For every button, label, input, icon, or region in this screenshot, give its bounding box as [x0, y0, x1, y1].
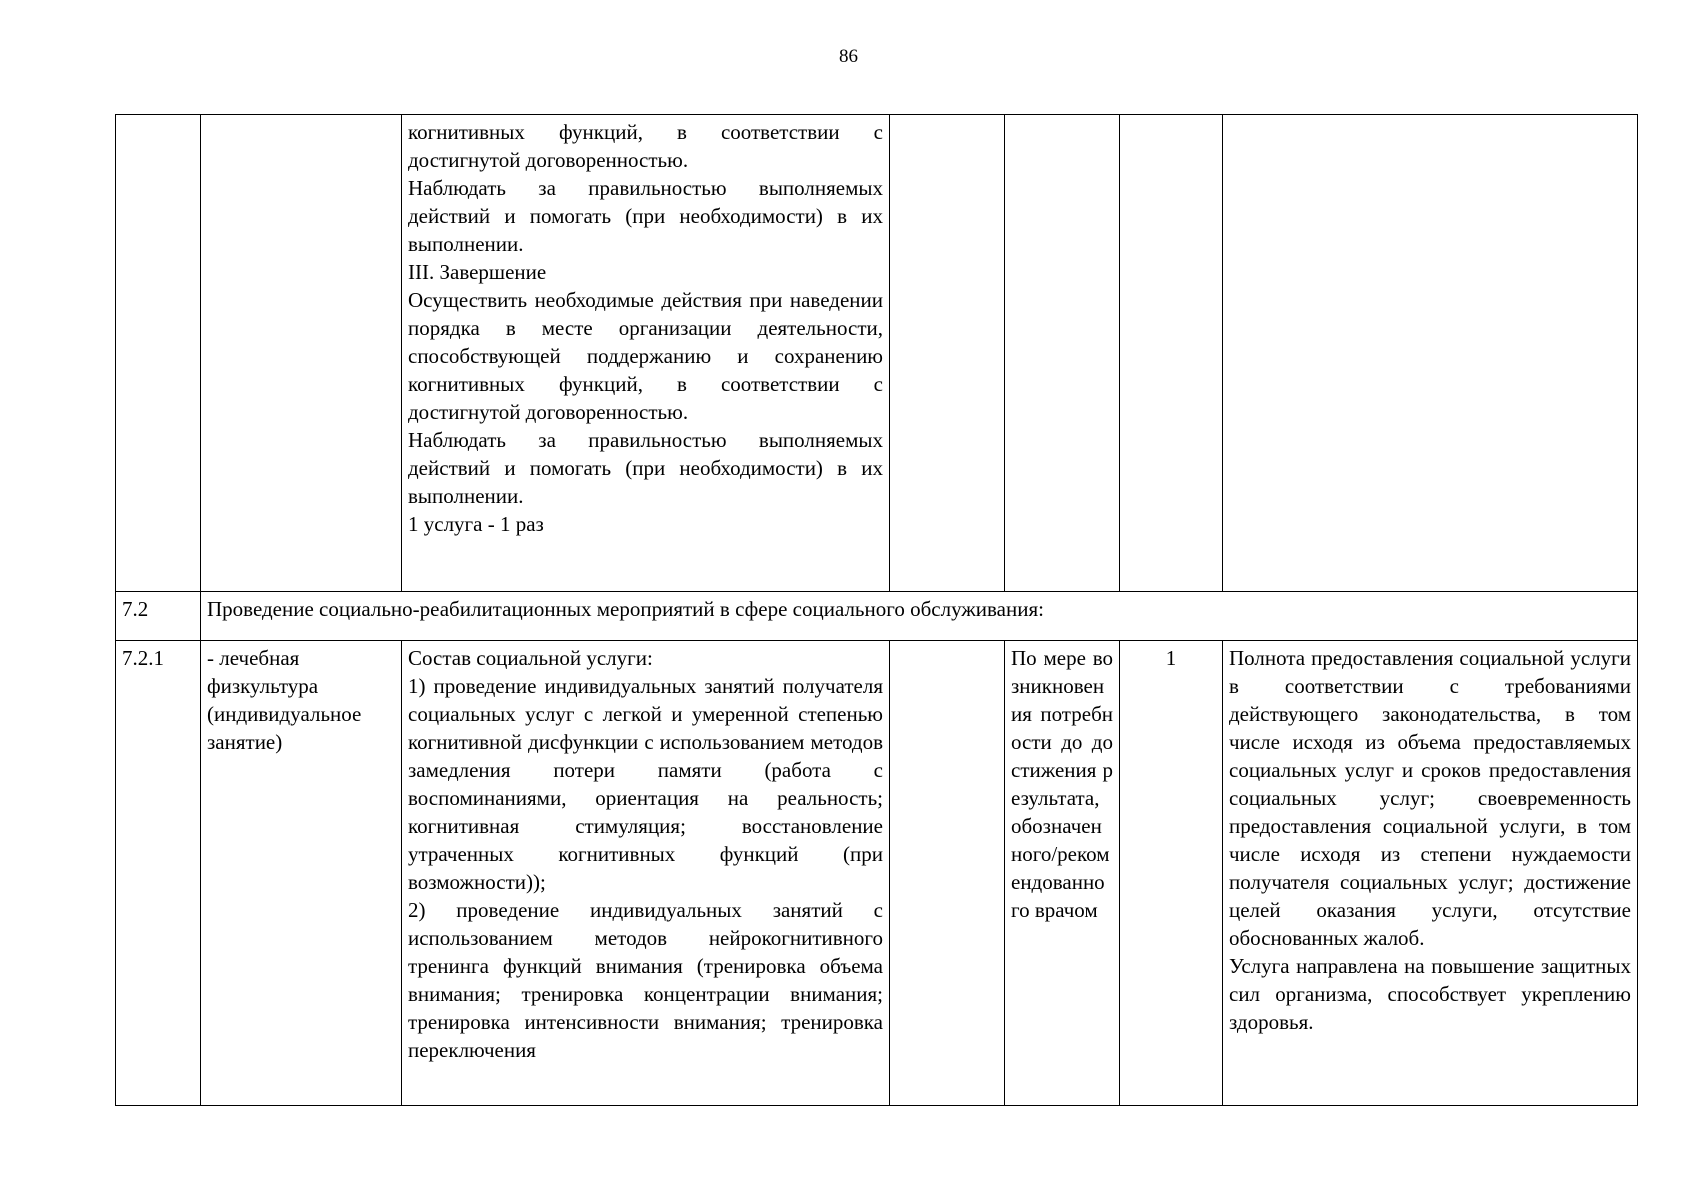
service-name: - лечебная физкультура (индивидуальное занятие): [201, 641, 402, 1106]
paragraph: Наблюдать за правильностью выполняемых действий и помогать (при необходимости) в их выполнении.: [408, 428, 883, 508]
cell-number-empty: [116, 115, 201, 592]
table-row-service: [116, 641, 1638, 1106]
cell-norm-empty: [890, 115, 1005, 592]
services-table: [115, 114, 1638, 1106]
paragraph: 1 услуга - 1 раз: [408, 512, 544, 536]
paragraph: Услуга направлена на повышение защитных сил организма, способствует укреплению здоровья.: [1229, 954, 1631, 1034]
paragraph: III. Завершение: [408, 260, 547, 284]
cell-name-empty: [201, 115, 402, 592]
paragraph: Состав социальной услуги:: [408, 646, 653, 670]
paragraph: Осуществить необходимые действия при наведении порядка в месте организации деятельности, способствующей поддержанию и сохранению когнитивных функций, в соответствии с достигнутой договоренностью.: [408, 288, 883, 424]
paragraph: Полнота предоставления социальной услуги в соответствии с требованиями действующего законодательства, в том числе исходя из объема предоставляемых социальных услуг и сроков предоставления социальных услуг; своевременность предоставления социальной услуги, в том числе исходя из степени нуждаемости получателя социальных услуг; достижение целей оказания услуги, отсутствие обоснованных жалоб.: [1229, 646, 1631, 950]
table-row-section: [116, 592, 1638, 641]
paragraph: 2) проведение индивидуальных занятий с использованием методов нейрокогнитивного тренинга функций внимания (тренировка объема внимания; тренировка концентрации внимания; тренировка интенсивности внимания; тренировка переключения: [408, 898, 883, 1062]
service-quality: [1223, 641, 1638, 1106]
service-quantity: 1: [1120, 641, 1223, 1106]
cell-periodicity-empty: [1005, 115, 1120, 592]
service-composition: [402, 641, 890, 1106]
paragraph: когнитивных функций, в соответствии с достигнутой договоренностью.: [408, 120, 883, 172]
section-title: Проведение социально-реабилитационных мероприятий в сфере социального обслуживания:: [201, 592, 1638, 641]
cell-quality-empty: [1223, 115, 1638, 592]
service-norm: [890, 641, 1005, 1106]
cell-composition-continued: [402, 115, 890, 592]
paragraph: 1) проведение индивидуальных занятий получателя социальных услуг с легкой и умеренной степенью когнитивной дисфункции с использованием методов замедления потери памяти (работа с воспоминаниями, ориентация на реальность; когнитивная стимуляция; восстановление утраченных когнитивных функций (при возможности));: [408, 674, 883, 894]
page-number: 86: [839, 46, 858, 67]
cell-quantity-empty: [1120, 115, 1223, 592]
table-row-continuation: [116, 115, 1638, 592]
section-number: 7.2: [116, 592, 201, 641]
paragraph: Наблюдать за правильностью выполняемых действий и помогать (при необходимости) в их выполнении.: [408, 176, 883, 256]
service-periodicity: По мере возникновения потребности до достижения результата, обозначенного/рекомендованного врачом: [1005, 641, 1120, 1106]
service-number: 7.2.1: [116, 641, 201, 1106]
